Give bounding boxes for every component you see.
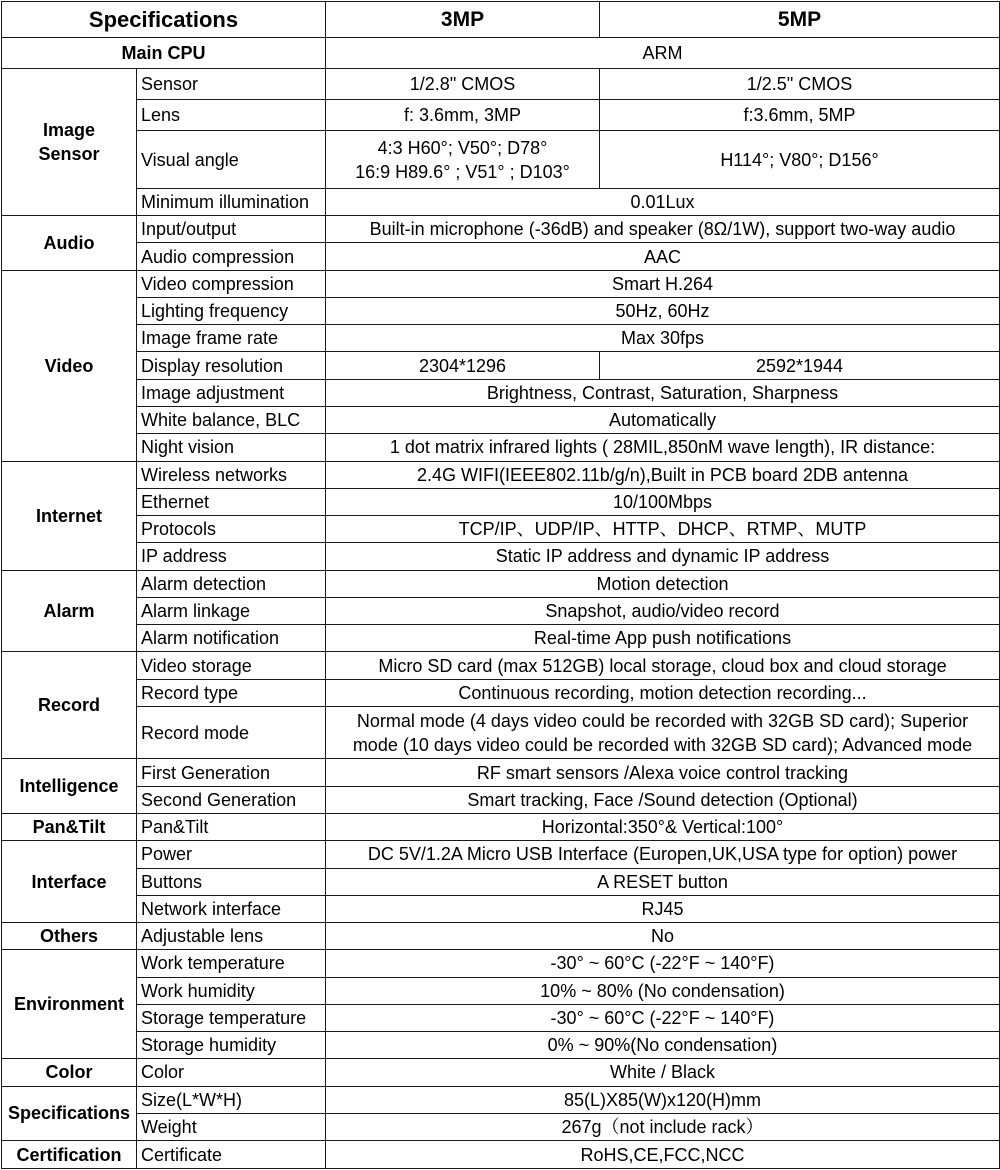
table-row [2, 38, 1000, 68]
audio-compression-value: AAC [326, 243, 1000, 270]
column-header-3mp: 3MP [326, 2, 600, 38]
table-row [2, 325, 1000, 352]
table-row [2, 1059, 1000, 1086]
table-row [2, 679, 1000, 706]
category-internet: Internet [2, 461, 137, 570]
category-color: Color [2, 1059, 137, 1086]
item-label: Lens [137, 99, 326, 130]
video-storage-value: Micro SD card (max 512GB) local storage, cloud box and cloud storage [326, 652, 1000, 679]
item-label: Record mode [137, 706, 326, 759]
second-generation-value: Smart tracking, Face /Sound detection (Optional) [326, 786, 1000, 813]
item-label: Color [137, 1059, 326, 1086]
category-image-sensor [2, 68, 137, 215]
table-row [2, 813, 1000, 840]
item-label: Lighting frequency [137, 297, 326, 324]
table-row [2, 352, 1000, 379]
color-value: White / Black [326, 1059, 1000, 1086]
table-row [2, 543, 1000, 570]
table-row [2, 597, 1000, 624]
table-row [2, 706, 1000, 759]
category-video: Video [2, 270, 137, 461]
category-specifications: Specifications [2, 1086, 137, 1141]
item-label: Weight [137, 1113, 326, 1140]
item-label: Video compression [137, 270, 326, 297]
item-label: Wireless networks [137, 461, 326, 488]
record-mode-line2: mode (10 days video could be recorded with 32GB SD card); Advanced mode [352, 734, 973, 755]
table-row [2, 243, 1000, 270]
table-row [2, 488, 1000, 515]
alarm-linkage-value: Snapshot, audio/video record [326, 597, 1000, 624]
visual-angle-3mp-value [326, 131, 600, 189]
night-vision-value: 1 dot matrix infrared lights ( 28MIL,850nM wave length), IR distance: [326, 434, 1000, 461]
work-temperature-value: -30° ~ 60°C (-22°F ~ 140°F) [326, 950, 1000, 977]
table-row [2, 786, 1000, 813]
item-label: Display resolution [137, 352, 326, 379]
video-compression-value: Smart H.264 [326, 270, 1000, 297]
weight-value: 267g（not include rack） [326, 1113, 1000, 1140]
category-main-cpu: Main CPU [2, 38, 326, 68]
item-label: Video storage [137, 652, 326, 679]
item-label: Power [137, 841, 326, 868]
table-row [2, 461, 1000, 488]
audio-io-value: Built-in microphone (-36dB) and speaker (8Ω/1W), support two-way audio [326, 216, 1000, 243]
table-row [2, 297, 1000, 324]
table-row [2, 379, 1000, 406]
table-row [2, 216, 1000, 243]
table-row [2, 652, 1000, 679]
table-row [2, 1032, 1000, 1059]
record-mode-value [326, 706, 1000, 759]
specifications-table [1, 1, 1000, 1169]
category-image-sensor-line1: Image [42, 119, 96, 140]
pan-tilt-value: Horizontal:350°& Vertical:100° [326, 813, 1000, 840]
table-row [2, 188, 1000, 215]
wireless-value: 2.4G WIFI(IEEE802.11b/g/n),Built in PCB board 2DB antenna [326, 461, 1000, 488]
category-others: Others [2, 923, 137, 950]
lens-3mp-value: f: 3.6mm, 3MP [326, 99, 600, 130]
category-pan-tilt: Pan&Tilt [2, 813, 137, 840]
category-intelligence: Intelligence [2, 759, 137, 814]
resolution-3mp-value: 2304*1296 [326, 352, 600, 379]
ip-address-value: Static IP address and dynamic IP address [326, 543, 1000, 570]
table-row [2, 516, 1000, 543]
item-label: Storage humidity [137, 1032, 326, 1059]
item-label: Ethernet [137, 488, 326, 515]
item-label: Certificate [137, 1141, 326, 1169]
record-type-value: Continuous recording, motion detection recording... [326, 679, 1000, 706]
table-row [2, 270, 1000, 297]
item-label: Network interface [137, 895, 326, 922]
table-row [2, 977, 1000, 1004]
work-humidity-value: 10% ~ 80% (No condensation) [326, 977, 1000, 1004]
visual-angle-3mp-line1: 4:3 H60°; V50°; D78° [377, 137, 548, 158]
item-label: Protocols [137, 516, 326, 543]
item-label: Work temperature [137, 950, 326, 977]
item-label: Buttons [137, 868, 326, 895]
visual-angle-3mp-line2: 16:9 H89.6° ; V51° ; D103° [355, 161, 570, 182]
network-interface-value: RJ45 [326, 895, 1000, 922]
table-row [2, 625, 1000, 652]
table-row [2, 131, 1000, 189]
power-value: DC 5V/1.2A Micro USB Interface (Europen,UK,USA type for option) power [326, 841, 1000, 868]
certificate-value: RoHS,CE,FCC,NCC [326, 1141, 1000, 1169]
category-environment: Environment [2, 950, 137, 1059]
table-row [2, 1141, 1000, 1169]
item-label: Storage temperature [137, 1004, 326, 1031]
table-row [2, 1113, 1000, 1140]
table-row [2, 406, 1000, 433]
item-label: White balance, BLC [137, 406, 326, 433]
buttons-value: A RESET button [326, 868, 1000, 895]
table-row [2, 570, 1000, 597]
category-image-sensor-line2: Sensor [38, 143, 100, 164]
adjustable-lens-value: No [326, 923, 1000, 950]
alarm-detection-value: Motion detection [326, 570, 1000, 597]
item-label: Size(L*W*H) [137, 1086, 326, 1113]
item-label: Audio compression [137, 243, 326, 270]
item-label: Pan&Tilt [137, 813, 326, 840]
header-row [2, 2, 1000, 38]
table-row [2, 99, 1000, 130]
category-record: Record [2, 652, 137, 759]
lighting-frequency-value: 50Hz, 60Hz [326, 297, 1000, 324]
table-row [2, 1086, 1000, 1113]
storage-humidity-value: 0% ~ 90%(No condensation) [326, 1032, 1000, 1059]
item-label: Alarm notification [137, 625, 326, 652]
table-row [2, 1004, 1000, 1031]
item-label: Alarm detection [137, 570, 326, 597]
column-header-5mp: 5MP [600, 2, 1000, 38]
table-row [2, 68, 1000, 99]
item-label: Work humidity [137, 977, 326, 1004]
first-generation-value: RF smart sensors /Alexa voice control tracking [326, 759, 1000, 786]
table-row [2, 841, 1000, 868]
item-label: IP address [137, 543, 326, 570]
lens-5mp-value: f:3.6mm, 5MP [600, 99, 1000, 130]
table-row [2, 950, 1000, 977]
ethernet-value: 10/100Mbps [326, 488, 1000, 515]
table-row [2, 434, 1000, 461]
item-label: Adjustable lens [137, 923, 326, 950]
item-label: Night vision [137, 434, 326, 461]
item-label: First Generation [137, 759, 326, 786]
record-mode-line1: Normal mode (4 days video could be recorded with 32GB SD card); Superior [356, 710, 969, 731]
item-label: Second Generation [137, 786, 326, 813]
alarm-notification-value: Real-time App push notifications [326, 625, 1000, 652]
item-label: Input/output [137, 216, 326, 243]
image-adjustment-value: Brightness, Contrast, Saturation, Sharpness [326, 379, 1000, 406]
item-label: Image adjustment [137, 379, 326, 406]
category-certification: Certification [2, 1141, 137, 1169]
size-value: 85(L)X85(W)x120(H)mm [326, 1086, 1000, 1113]
category-alarm: Alarm [2, 570, 137, 652]
sensor-5mp-value: 1/2.5" CMOS [600, 68, 1000, 99]
main-cpu-value: ARM [326, 38, 1000, 68]
item-label: Visual angle [137, 131, 326, 189]
category-interface: Interface [2, 841, 137, 923]
table-row [2, 868, 1000, 895]
frame-rate-value: Max 30fps [326, 325, 1000, 352]
resolution-5mp-value: 2592*1944 [600, 352, 1000, 379]
storage-temperature-value: -30° ~ 60°C (-22°F ~ 140°F) [326, 1004, 1000, 1031]
item-label: Sensor [137, 68, 326, 99]
item-label: Image frame rate [137, 325, 326, 352]
sensor-3mp-value: 1/2.8" CMOS [326, 68, 600, 99]
table-row [2, 759, 1000, 786]
protocols-value: TCP/IP、UDP/IP、HTTP、DHCP、RTMP、MUTP [326, 516, 1000, 543]
item-label: Alarm linkage [137, 597, 326, 624]
item-label: Record type [137, 679, 326, 706]
visual-angle-5mp-value: H114°; V80°; D156° [600, 131, 1000, 189]
white-balance-value: Automatically [326, 406, 1000, 433]
category-audio: Audio [2, 216, 137, 271]
table-row [2, 895, 1000, 922]
table-row [2, 923, 1000, 950]
table-title: Specifications [2, 2, 326, 38]
item-label: Minimum illumination [137, 188, 326, 215]
min-illumination-value: 0.01Lux [326, 188, 1000, 215]
